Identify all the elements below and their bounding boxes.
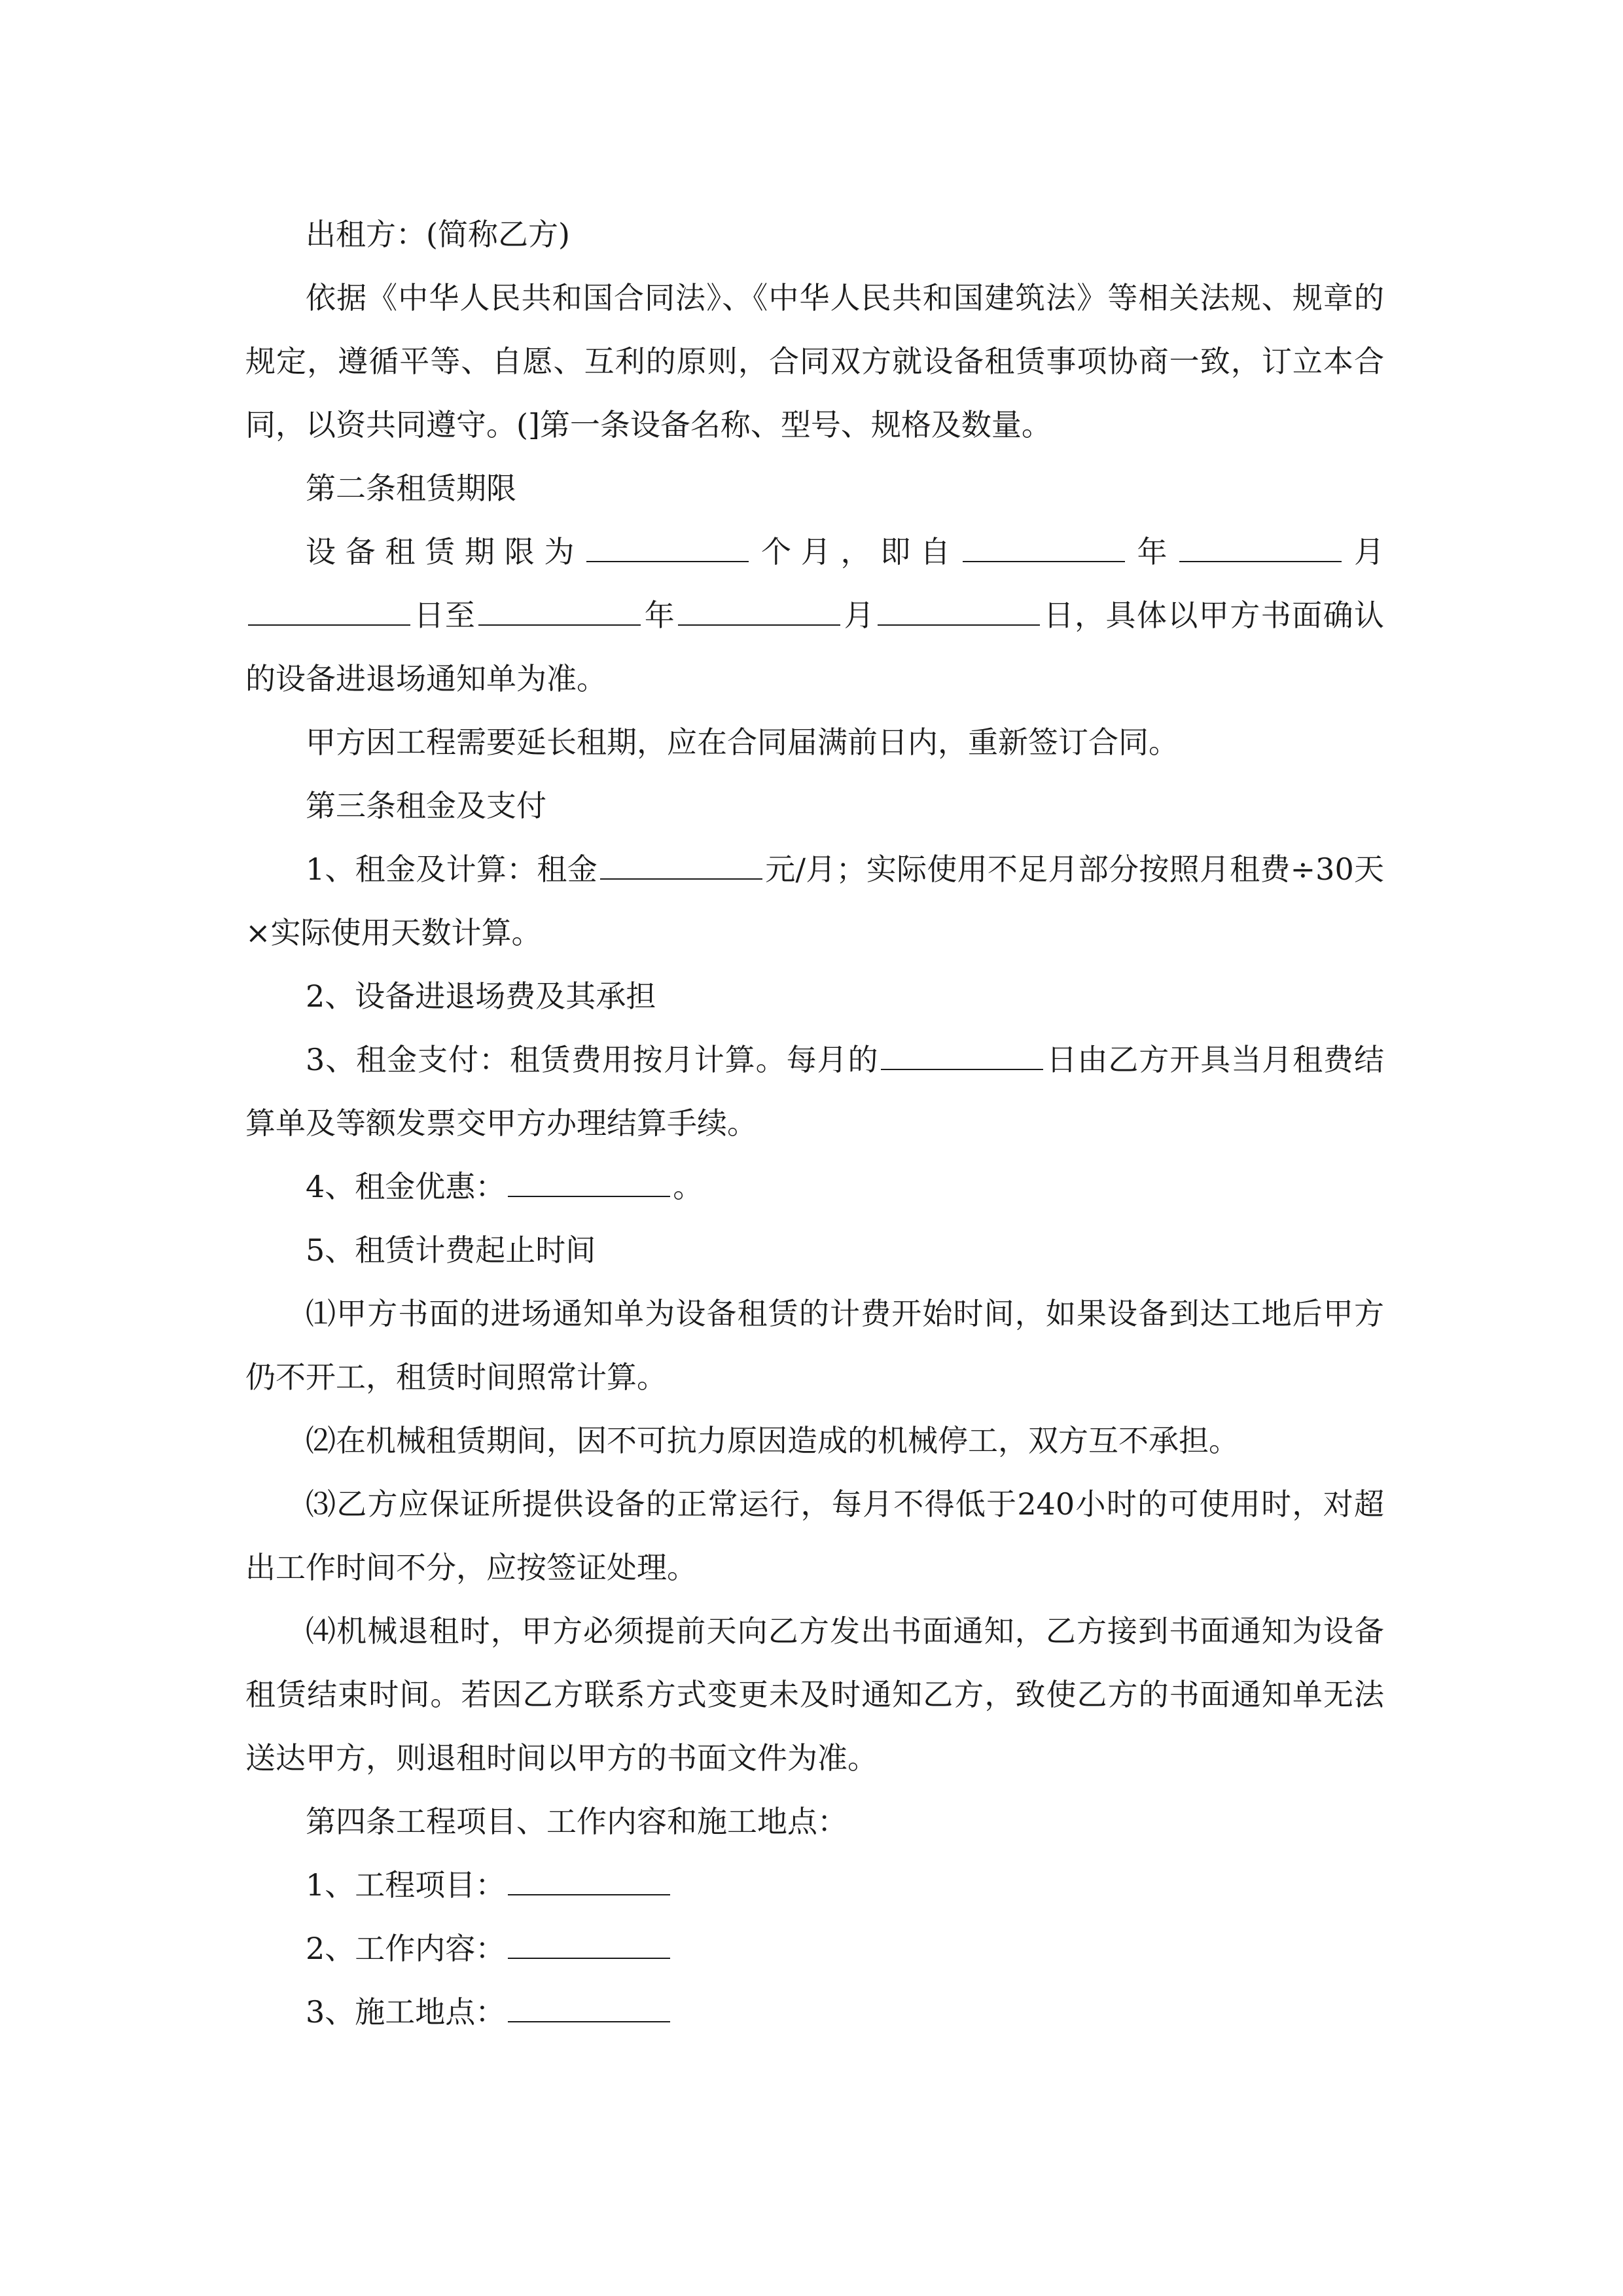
work-content-line xyxy=(245,1917,1384,1981)
months-blank xyxy=(586,522,749,562)
article-2-title: 第二条租赁期限 xyxy=(306,471,516,506)
discount-blank xyxy=(508,1157,670,1197)
pay-text-a: 3、租金支付：租赁费用按月计算。每月的 xyxy=(306,1042,879,1077)
project-label: 1、工程项目： xyxy=(306,1867,506,1903)
content-label: 2、工作内容： xyxy=(306,1931,506,1966)
term-text-b: 个月，即自 xyxy=(751,534,960,569)
start-year-blank xyxy=(963,522,1125,562)
site-blank xyxy=(508,1982,670,2022)
article-4-title: 第四条工程项目、工作内容和施工地点： xyxy=(306,1804,847,1839)
content-blank xyxy=(508,1918,670,1959)
site-label: 3、施工地点： xyxy=(306,1994,506,2030)
rent-amount-blank xyxy=(600,839,762,880)
article-3-title: 第三条租金及支付 xyxy=(306,788,546,823)
lease-term-paragraph xyxy=(245,520,1384,711)
term-text-c: 年 xyxy=(1127,534,1177,569)
term-text-e: 日至 xyxy=(413,598,476,633)
end-year-blank xyxy=(478,585,641,626)
end-day-blank xyxy=(878,585,1040,626)
term-text-g: 月 xyxy=(843,598,876,633)
extension-paragraph: 甲方因工程需要延长租期，应在合同届满前日内，重新签订合同。 xyxy=(306,725,1179,760)
rent-text-a: 1、租金及计算：租金 xyxy=(306,852,597,887)
term-text-f: 年 xyxy=(643,598,676,633)
term-text-h: 日，具体以甲方书面确认的设备进退场通知单为准。 xyxy=(245,598,1385,696)
entry-exit-fee-line: 2、设备进退场费及其承担 xyxy=(306,978,656,1014)
basis-paragraph: 依据《中华人民共和国合同法》、《中华人民共和国建筑法》等相关法规、规章的规定，遵循平等、自愿、互利的原则，合同双方就设备租赁事项协商一致，订立本合同，以资共同遵守。(]第一条设备名称、型号、规格及数量。 xyxy=(245,280,1384,442)
rent-payment-paragraph xyxy=(245,1028,1384,1155)
billing-period-title: 5、租赁计费起止时间 xyxy=(306,1232,596,1268)
site-line xyxy=(245,1981,1384,2044)
start-month-blank xyxy=(1179,522,1342,562)
rent-text-b: 元/月；实际使用不足月部分按照月租费÷30天×实际使用天数计算。 xyxy=(245,852,1384,950)
rent-calculation-paragraph xyxy=(245,838,1384,965)
end-month-blank xyxy=(678,585,840,626)
payment-day-blank xyxy=(881,1030,1043,1070)
rent-discount-line xyxy=(245,1155,1384,1219)
discount-text-b: 。 xyxy=(673,1169,704,1204)
project-line xyxy=(245,1854,1384,1917)
term-text-d: 月 xyxy=(1344,534,1384,569)
discount-text-a: 4、租金优惠： xyxy=(306,1169,506,1204)
start-day-blank xyxy=(248,585,410,626)
contract-page xyxy=(245,203,1384,2044)
clause-3: ⑶乙方应保证所提供设备的正常运行，每月不得低于240小时的可使用时，对超出工作时间不分，应按签证处理。 xyxy=(245,1486,1384,1585)
clause-4: ⑷机械退租时，甲方必须提前天向乙方发出书面通知，乙方接到书面通知为设备租赁结束时间。若因乙方联系方式变更未及时通知乙方，致使乙方的书面通知单无法送达甲方，则退租时间以甲方的书面文件为准。 xyxy=(245,1613,1384,1776)
project-blank xyxy=(508,1855,670,1895)
clause-1: ⑴甲方书面的进场通知单为设备租赁的计费开始时间，如果设备到达工地后甲方仍不开工，租赁时间照常计算。 xyxy=(245,1296,1384,1395)
lessor-line: 出租方：(简称乙方) xyxy=(306,217,570,252)
term-text-a: 设备租赁期限为 xyxy=(306,534,584,569)
clause-2: ⑵在机械租赁期间，因不可抗力原因造成的机械停工，双方互不承担。 xyxy=(306,1423,1239,1458)
pay-text-b: 日由乙方开具当月租费结算单及等额发票交甲方办理结算手续。 xyxy=(245,1042,1384,1141)
